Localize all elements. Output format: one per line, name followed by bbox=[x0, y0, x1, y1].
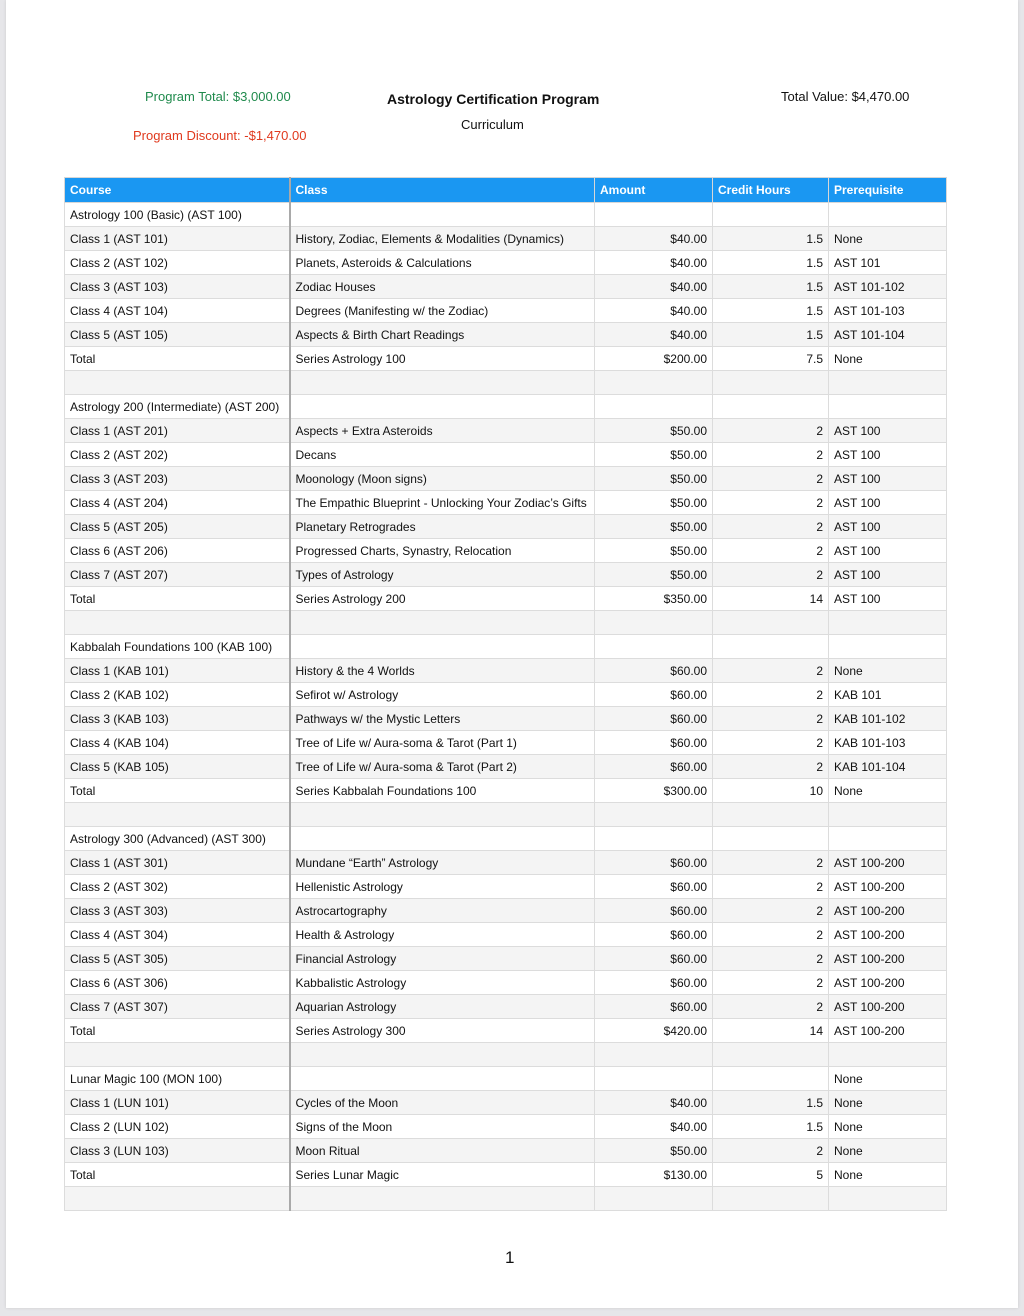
course-cell[interactable]: Class 1 (LUN 101) bbox=[65, 1091, 290, 1115]
table-row bbox=[65, 899, 947, 923]
amount-cell[interactable] bbox=[595, 803, 713, 827]
prerequisite-cell[interactable] bbox=[829, 635, 947, 659]
amount-cell[interactable] bbox=[595, 203, 713, 227]
prerequisite-cell[interactable]: AST 100-200 bbox=[829, 995, 947, 1019]
table-row bbox=[65, 635, 947, 659]
course-cell[interactable]: Class 5 (AST 205) bbox=[65, 515, 290, 539]
credit-hours-cell[interactable]: 10 bbox=[713, 779, 829, 803]
amount-cell[interactable]: $60.00 bbox=[595, 851, 713, 875]
table-row bbox=[65, 611, 947, 635]
credit-hours-cell[interactable]: 2 bbox=[713, 731, 829, 755]
course-cell[interactable]: Total bbox=[65, 1163, 290, 1187]
amount-cell[interactable]: $60.00 bbox=[595, 683, 713, 707]
course-cell[interactable]: Class 2 (AST 102) bbox=[65, 251, 290, 275]
table-row bbox=[65, 947, 947, 971]
page-subtitle: Curriculum bbox=[461, 117, 524, 132]
prerequisite-cell[interactable]: KAB 101-102 bbox=[829, 707, 947, 731]
table-row bbox=[65, 227, 947, 251]
prerequisite-cell[interactable]: AST 100-200 bbox=[829, 899, 947, 923]
course-cell[interactable]: Astrology 300 (Advanced) (AST 300) bbox=[65, 827, 290, 851]
prerequisite-cell[interactable]: None bbox=[829, 1115, 947, 1139]
prerequisite-cell[interactable]: AST 100-200 bbox=[829, 947, 947, 971]
table-row bbox=[65, 995, 947, 1019]
amount-cell[interactable]: $50.00 bbox=[595, 419, 713, 443]
prerequisite-cell[interactable]: None bbox=[829, 779, 947, 803]
course-cell[interactable]: Class 3 (AST 203) bbox=[65, 467, 290, 491]
credit-hours-cell[interactable]: 2 bbox=[713, 707, 829, 731]
course-cell[interactable]: Class 4 (KAB 104) bbox=[65, 731, 290, 755]
column-header-amount[interactable]: Amount bbox=[595, 178, 713, 203]
prerequisite-cell[interactable]: AST 101-102 bbox=[829, 275, 947, 299]
table-row bbox=[65, 683, 947, 707]
prerequisite-cell[interactable]: None bbox=[829, 1067, 947, 1091]
amount-cell[interactable]: $40.00 bbox=[595, 1091, 713, 1115]
credit-hours-cell[interactable]: 2 bbox=[713, 683, 829, 707]
table-row bbox=[65, 827, 947, 851]
class-cell[interactable]: Tree of Life w/ Aura-soma & Tarot (Part 2) bbox=[290, 755, 595, 779]
credit-hours-cell[interactable]: 1.5 bbox=[713, 323, 829, 347]
credit-hours-cell[interactable] bbox=[713, 395, 829, 419]
amount-cell[interactable]: $60.00 bbox=[595, 659, 713, 683]
column-header-class[interactable]: Class bbox=[290, 178, 595, 203]
table-row bbox=[65, 803, 947, 827]
amount-cell[interactable]: $40.00 bbox=[595, 227, 713, 251]
class-cell[interactable]: Aspects + Extra Asteroids bbox=[290, 419, 595, 443]
table-row bbox=[65, 1043, 947, 1067]
prerequisite-cell[interactable] bbox=[829, 395, 947, 419]
class-cell[interactable] bbox=[290, 203, 595, 227]
credit-hours-cell[interactable]: 7.5 bbox=[713, 347, 829, 371]
course-cell[interactable]: Kabbalah Foundations 100 (KAB 100) bbox=[65, 635, 290, 659]
table-row bbox=[65, 1187, 947, 1211]
prerequisite-cell[interactable]: None bbox=[829, 1091, 947, 1115]
amount-cell[interactable]: $60.00 bbox=[595, 731, 713, 755]
credit-hours-cell[interactable]: 14 bbox=[713, 1019, 829, 1043]
course-cell[interactable]: Class 1 (AST 301) bbox=[65, 851, 290, 875]
amount-cell[interactable] bbox=[595, 611, 713, 635]
table-row bbox=[65, 323, 947, 347]
course-cell[interactable]: Total bbox=[65, 347, 290, 371]
prerequisite-cell[interactable]: AST 100 bbox=[829, 419, 947, 443]
course-cell[interactable]: Class 3 (LUN 103) bbox=[65, 1139, 290, 1163]
credit-hours-cell[interactable]: 1.5 bbox=[713, 227, 829, 251]
amount-cell[interactable]: $50.00 bbox=[595, 491, 713, 515]
prerequisite-cell[interactable]: None bbox=[829, 227, 947, 251]
credit-hours-cell[interactable] bbox=[713, 611, 829, 635]
credit-hours-cell[interactable]: 2 bbox=[713, 491, 829, 515]
amount-cell[interactable]: $60.00 bbox=[595, 707, 713, 731]
prerequisite-cell[interactable]: AST 100-200 bbox=[829, 875, 947, 899]
course-cell[interactable]: Class 5 (AST 105) bbox=[65, 323, 290, 347]
course-cell[interactable]: Class 7 (AST 207) bbox=[65, 563, 290, 587]
class-cell[interactable]: Cycles of the Moon bbox=[290, 1091, 595, 1115]
credit-hours-cell[interactable]: 1.5 bbox=[713, 251, 829, 275]
credit-hours-cell[interactable]: 2 bbox=[713, 971, 829, 995]
credit-hours-cell[interactable]: 2 bbox=[713, 659, 829, 683]
class-cell[interactable]: Series Lunar Magic bbox=[290, 1163, 595, 1187]
class-cell[interactable] bbox=[290, 827, 595, 851]
course-cell[interactable]: Class 2 (LUN 102) bbox=[65, 1115, 290, 1139]
amount-cell[interactable]: $40.00 bbox=[595, 299, 713, 323]
amount-cell[interactable]: $60.00 bbox=[595, 995, 713, 1019]
class-cell[interactable]: Aquarian Astrology bbox=[290, 995, 595, 1019]
credit-hours-cell[interactable]: 2 bbox=[713, 995, 829, 1019]
class-cell[interactable]: Types of Astrology bbox=[290, 563, 595, 587]
class-cell[interactable]: Signs of the Moon bbox=[290, 1115, 595, 1139]
course-cell[interactable] bbox=[65, 371, 290, 395]
credit-hours-cell[interactable] bbox=[713, 1043, 829, 1067]
prerequisite-cell[interactable]: KAB 101-103 bbox=[829, 731, 947, 755]
credit-hours-cell[interactable]: 2 bbox=[713, 539, 829, 563]
class-cell[interactable]: Moonology (Moon signs) bbox=[290, 467, 595, 491]
course-cell[interactable] bbox=[65, 1043, 290, 1067]
column-header-prerequisite[interactable]: Prerequisite bbox=[829, 178, 947, 203]
class-cell[interactable]: Financial Astrology bbox=[290, 947, 595, 971]
table-row bbox=[65, 443, 947, 467]
table-row bbox=[65, 203, 947, 227]
table-row bbox=[65, 275, 947, 299]
amount-cell[interactable]: $40.00 bbox=[595, 323, 713, 347]
table-row bbox=[65, 587, 947, 611]
class-cell[interactable]: History & the 4 Worlds bbox=[290, 659, 595, 683]
table-row bbox=[65, 659, 947, 683]
class-cell[interactable]: The Empathic Blueprint - Unlocking Your Zodiac’s Gifts bbox=[290, 491, 595, 515]
prerequisite-cell[interactable]: AST 100-200 bbox=[829, 1019, 947, 1043]
prerequisite-cell[interactable] bbox=[829, 611, 947, 635]
course-cell[interactable]: Total bbox=[65, 587, 290, 611]
course-cell[interactable]: Astrology 200 (Intermediate) (AST 200) bbox=[65, 395, 290, 419]
table-row bbox=[65, 371, 947, 395]
total-value: Total Value: $4,470.00 bbox=[781, 89, 910, 104]
class-cell[interactable] bbox=[290, 611, 595, 635]
credit-hours-cell[interactable]: 1.5 bbox=[713, 299, 829, 323]
prerequisite-cell[interactable]: None bbox=[829, 1163, 947, 1187]
table-row bbox=[65, 851, 947, 875]
course-cell[interactable]: Class 3 (AST 103) bbox=[65, 275, 290, 299]
prerequisite-cell[interactable]: AST 100-200 bbox=[829, 923, 947, 947]
table-row bbox=[65, 731, 947, 755]
class-cell[interactable]: Mundane “Earth” Astrology bbox=[290, 851, 595, 875]
table-row bbox=[65, 515, 947, 539]
prerequisite-cell[interactable]: None bbox=[829, 1139, 947, 1163]
amount-cell[interactable]: $50.00 bbox=[595, 1139, 713, 1163]
course-cell[interactable]: Class 4 (AST 204) bbox=[65, 491, 290, 515]
credit-hours-cell[interactable]: 2 bbox=[713, 467, 829, 491]
course-cell[interactable]: Class 2 (AST 302) bbox=[65, 875, 290, 899]
course-cell[interactable] bbox=[65, 611, 290, 635]
table-row bbox=[65, 1067, 947, 1091]
amount-cell[interactable] bbox=[595, 371, 713, 395]
page-number: 1 bbox=[505, 1248, 515, 1267]
credit-hours-cell[interactable]: 2 bbox=[713, 923, 829, 947]
program-total: Program Total: $3,000.00 bbox=[145, 89, 291, 104]
course-cell[interactable]: Class 3 (AST 303) bbox=[65, 899, 290, 923]
class-cell[interactable] bbox=[290, 1187, 595, 1211]
prerequisite-cell[interactable]: AST 100 bbox=[829, 443, 947, 467]
course-cell[interactable]: Class 1 (AST 201) bbox=[65, 419, 290, 443]
amount-cell[interactable]: $40.00 bbox=[595, 251, 713, 275]
class-cell[interactable]: History, Zodiac, Elements & Modalities (Dynamics) bbox=[290, 227, 595, 251]
prerequisite-cell[interactable] bbox=[829, 803, 947, 827]
course-cell[interactable]: Astrology 100 (Basic) (AST 100) bbox=[65, 203, 290, 227]
credit-hours-cell[interactable] bbox=[713, 1187, 829, 1211]
prerequisite-cell[interactable]: AST 100 bbox=[829, 539, 947, 563]
column-header-credit-hours[interactable]: Credit Hours bbox=[713, 178, 829, 203]
credit-hours-cell[interactable] bbox=[713, 827, 829, 851]
table-row bbox=[65, 779, 947, 803]
class-cell[interactable]: Pathways w/ the Mystic Letters bbox=[290, 707, 595, 731]
amount-cell[interactable]: $40.00 bbox=[595, 275, 713, 299]
credit-hours-cell[interactable]: 2 bbox=[713, 1139, 829, 1163]
table-row bbox=[65, 491, 947, 515]
table-row bbox=[65, 1163, 947, 1187]
amount-cell[interactable]: $60.00 bbox=[595, 899, 713, 923]
class-cell[interactable]: Sefirot w/ Astrology bbox=[290, 683, 595, 707]
class-cell[interactable]: Hellenistic Astrology bbox=[290, 875, 595, 899]
credit-hours-cell[interactable]: 1.5 bbox=[713, 1115, 829, 1139]
credit-hours-cell[interactable] bbox=[713, 203, 829, 227]
credit-hours-cell[interactable]: 2 bbox=[713, 515, 829, 539]
table-row bbox=[65, 1019, 947, 1043]
table-header-row bbox=[65, 178, 947, 203]
prerequisite-cell[interactable]: KAB 101-104 bbox=[829, 755, 947, 779]
course-cell[interactable] bbox=[65, 1187, 290, 1211]
class-cell[interactable]: Series Astrology 100 bbox=[290, 347, 595, 371]
prerequisite-cell[interactable] bbox=[829, 1043, 947, 1067]
prerequisite-cell[interactable]: None bbox=[829, 659, 947, 683]
class-cell[interactable]: Progressed Charts, Synastry, Relocation bbox=[290, 539, 595, 563]
prerequisite-cell[interactable]: AST 100-200 bbox=[829, 971, 947, 995]
course-cell[interactable]: Class 7 (AST 307) bbox=[65, 995, 290, 1019]
amount-cell[interactable]: $50.00 bbox=[595, 515, 713, 539]
prerequisite-cell[interactable]: AST 100 bbox=[829, 563, 947, 587]
prerequisite-cell[interactable]: KAB 101 bbox=[829, 683, 947, 707]
credit-hours-cell[interactable]: 5 bbox=[713, 1163, 829, 1187]
class-cell[interactable]: Series Kabbalah Foundations 100 bbox=[290, 779, 595, 803]
class-cell[interactable] bbox=[290, 371, 595, 395]
credit-hours-cell[interactable]: 1.5 bbox=[713, 275, 829, 299]
amount-cell[interactable]: $50.00 bbox=[595, 539, 713, 563]
table-row bbox=[65, 419, 947, 443]
class-cell[interactable]: Health & Astrology bbox=[290, 923, 595, 947]
prerequisite-cell[interactable]: AST 101-103 bbox=[829, 299, 947, 323]
amount-cell[interactable]: $60.00 bbox=[595, 923, 713, 947]
class-cell[interactable]: Tree of Life w/ Aura-soma & Tarot (Part 1) bbox=[290, 731, 595, 755]
prerequisite-cell[interactable] bbox=[829, 827, 947, 851]
program-discount: Program Discount: -$1,470.00 bbox=[133, 128, 307, 143]
prerequisite-cell[interactable]: AST 100-200 bbox=[829, 851, 947, 875]
credit-hours-cell[interactable]: 2 bbox=[713, 443, 829, 467]
table-row bbox=[65, 923, 947, 947]
prerequisite-cell[interactable] bbox=[829, 203, 947, 227]
amount-cell[interactable]: $350.00 bbox=[595, 587, 713, 611]
class-cell[interactable]: Decans bbox=[290, 443, 595, 467]
class-cell[interactable]: Degrees (Manifesting w/ the Zodiac) bbox=[290, 299, 595, 323]
prerequisite-cell[interactable]: AST 101-104 bbox=[829, 323, 947, 347]
class-cell[interactable] bbox=[290, 635, 595, 659]
amount-cell[interactable] bbox=[595, 395, 713, 419]
table-row bbox=[65, 299, 947, 323]
table-row bbox=[65, 539, 947, 563]
course-cell[interactable]: Total bbox=[65, 779, 290, 803]
amount-cell[interactable]: $300.00 bbox=[595, 779, 713, 803]
amount-cell[interactable] bbox=[595, 827, 713, 851]
amount-cell[interactable]: $420.00 bbox=[595, 1019, 713, 1043]
amount-cell[interactable]: $50.00 bbox=[595, 467, 713, 491]
amount-cell[interactable]: $200.00 bbox=[595, 347, 713, 371]
prerequisite-cell[interactable]: AST 100 bbox=[829, 467, 947, 491]
credit-hours-cell[interactable]: 1.5 bbox=[713, 1091, 829, 1115]
table-row bbox=[65, 563, 947, 587]
credit-hours-cell[interactable]: 2 bbox=[713, 899, 829, 923]
course-cell[interactable]: Class 1 (KAB 101) bbox=[65, 659, 290, 683]
prerequisite-cell[interactable]: AST 100 bbox=[829, 491, 947, 515]
class-cell[interactable]: Astrocartography bbox=[290, 899, 595, 923]
table-row bbox=[65, 1091, 947, 1115]
amount-cell[interactable] bbox=[595, 1187, 713, 1211]
amount-cell[interactable]: $130.00 bbox=[595, 1163, 713, 1187]
amount-cell[interactable] bbox=[595, 1067, 713, 1091]
class-cell[interactable]: Series Astrology 200 bbox=[290, 587, 595, 611]
class-cell[interactable]: Moon Ritual bbox=[290, 1139, 595, 1163]
prerequisite-cell[interactable]: None bbox=[829, 347, 947, 371]
credit-hours-cell[interactable]: 2 bbox=[713, 947, 829, 971]
amount-cell[interactable]: $60.00 bbox=[595, 875, 713, 899]
amount-cell[interactable] bbox=[595, 635, 713, 659]
amount-cell[interactable] bbox=[595, 1043, 713, 1067]
course-cell[interactable]: Class 6 (AST 206) bbox=[65, 539, 290, 563]
course-cell[interactable]: Class 3 (KAB 103) bbox=[65, 707, 290, 731]
amount-cell[interactable]: $60.00 bbox=[595, 755, 713, 779]
class-cell[interactable] bbox=[290, 395, 595, 419]
amount-cell[interactable]: $60.00 bbox=[595, 947, 713, 971]
table-row bbox=[65, 755, 947, 779]
table-row bbox=[65, 971, 947, 995]
amount-cell[interactable]: $40.00 bbox=[595, 1115, 713, 1139]
prerequisite-cell[interactable]: AST 101 bbox=[829, 251, 947, 275]
table-row bbox=[65, 1115, 947, 1139]
credit-hours-cell[interactable]: 2 bbox=[713, 755, 829, 779]
table-row bbox=[65, 875, 947, 899]
class-cell[interactable]: Planetary Retrogrades bbox=[290, 515, 595, 539]
class-cell[interactable] bbox=[290, 803, 595, 827]
class-cell[interactable]: Planets, Asteroids & Calculations bbox=[290, 251, 595, 275]
credit-hours-cell[interactable]: 2 bbox=[713, 419, 829, 443]
credit-hours-cell[interactable]: 14 bbox=[713, 587, 829, 611]
course-cell[interactable]: Class 1 (AST 101) bbox=[65, 227, 290, 251]
course-cell[interactable]: Total bbox=[65, 1019, 290, 1043]
amount-cell[interactable]: $50.00 bbox=[595, 563, 713, 587]
class-cell[interactable]: Kabbalistic Astrology bbox=[290, 971, 595, 995]
prerequisite-cell[interactable]: AST 100 bbox=[829, 587, 947, 611]
class-cell[interactable]: Series Astrology 300 bbox=[290, 1019, 595, 1043]
credit-hours-cell[interactable]: 2 bbox=[713, 563, 829, 587]
prerequisite-cell[interactable] bbox=[829, 1187, 947, 1211]
table-row bbox=[65, 707, 947, 731]
credit-hours-cell[interactable]: 2 bbox=[713, 851, 829, 875]
table-row bbox=[65, 1139, 947, 1163]
class-cell[interactable] bbox=[290, 1043, 595, 1067]
amount-cell[interactable]: $50.00 bbox=[595, 443, 713, 467]
table-row bbox=[65, 347, 947, 371]
class-cell[interactable]: Zodiac Houses bbox=[290, 275, 595, 299]
prerequisite-cell[interactable] bbox=[829, 371, 947, 395]
table-body bbox=[65, 203, 947, 1211]
course-cell[interactable] bbox=[65, 803, 290, 827]
course-cell[interactable]: Lunar Magic 100 (MON 100) bbox=[65, 1067, 290, 1091]
credit-hours-cell[interactable] bbox=[713, 371, 829, 395]
course-cell[interactable]: Class 6 (AST 306) bbox=[65, 971, 290, 995]
course-cell[interactable]: Class 2 (AST 202) bbox=[65, 443, 290, 467]
course-cell[interactable]: Class 5 (KAB 105) bbox=[65, 755, 290, 779]
curriculum-table bbox=[64, 177, 947, 1211]
prerequisite-cell[interactable]: AST 100 bbox=[829, 515, 947, 539]
course-cell[interactable]: Class 5 (AST 305) bbox=[65, 947, 290, 971]
table-row bbox=[65, 467, 947, 491]
course-cell[interactable]: Class 2 (KAB 102) bbox=[65, 683, 290, 707]
credit-hours-cell[interactable] bbox=[713, 803, 829, 827]
class-cell[interactable]: Aspects & Birth Chart Readings bbox=[290, 323, 595, 347]
credit-hours-cell[interactable] bbox=[713, 1067, 829, 1091]
credit-hours-cell[interactable] bbox=[713, 635, 829, 659]
credit-hours-cell[interactable]: 2 bbox=[713, 875, 829, 899]
amount-cell[interactable]: $60.00 bbox=[595, 971, 713, 995]
table-row bbox=[65, 251, 947, 275]
table-row bbox=[65, 395, 947, 419]
course-cell[interactable]: Class 4 (AST 104) bbox=[65, 299, 290, 323]
column-header-course[interactable]: Course bbox=[65, 178, 290, 203]
page-title: Astrology Certification Program bbox=[387, 91, 600, 107]
class-cell[interactable] bbox=[290, 1067, 595, 1091]
document-page bbox=[6, 0, 1018, 1308]
course-cell[interactable]: Class 4 (AST 304) bbox=[65, 923, 290, 947]
